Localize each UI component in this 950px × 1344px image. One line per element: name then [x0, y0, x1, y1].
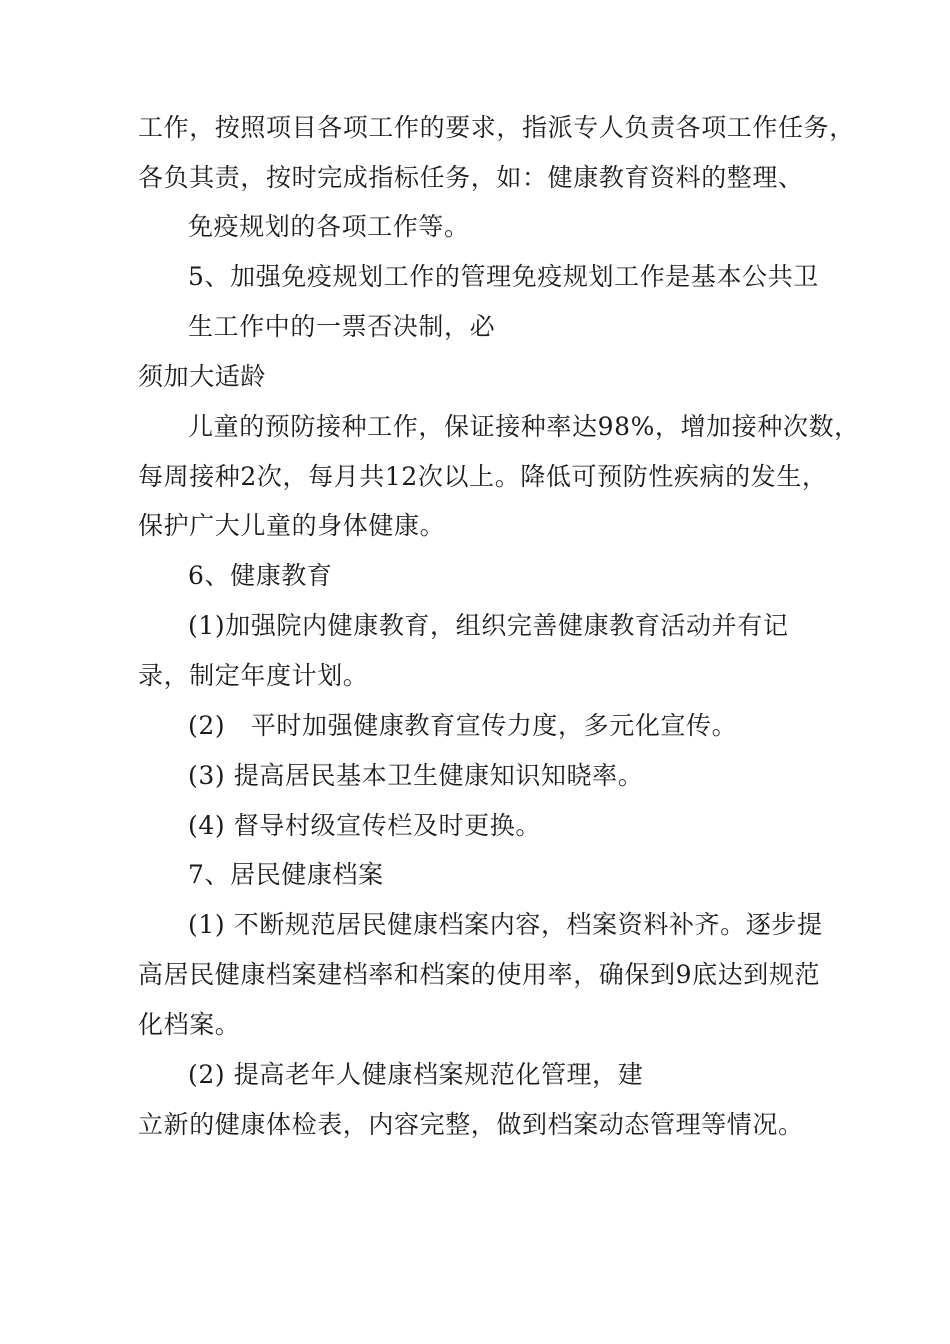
text-line: 各负其责，按时完成指标任务，如：健康教育资料的整理、 — [138, 163, 804, 192]
text-line: 每周接种2次，每月共12次以上。降低可预防性疾病的发生， — [138, 462, 828, 491]
section-heading: 7、居民健康档案 — [188, 860, 384, 889]
text-line: 须加大适龄 — [138, 362, 267, 391]
text-line: (2) 提高老年人健康档案规范化管理，建 — [188, 1060, 644, 1089]
text-line: 工作，按照项目各项工作的要求，指派专人负责各项工作任务， — [138, 113, 855, 142]
text-line: (1) 不断规范居民健康档案内容，档案资料补齐。逐步提 — [188, 910, 823, 939]
text-line: 化档案。 — [138, 1010, 241, 1039]
text-line: 录，制定年度计划。 — [138, 661, 369, 690]
text-line: 生工作中的一票否决制，必 — [188, 312, 496, 341]
text-line: (3) 提高居民基本卫生健康知识知晓率。 — [188, 761, 644, 790]
text-line: 免疫规划的各项工作等。 — [188, 212, 470, 241]
section-heading: 6、健康教育 — [188, 561, 333, 590]
text-line: (2) 平时加强健康教育宣传力度，多元化宣传。 — [188, 711, 738, 740]
text-line: 高居民健康档案建档率和档案的使用率，确保到9底达到规范 — [138, 960, 821, 989]
text-line: (4) 督导村级宣传栏及时更换。 — [188, 811, 541, 840]
text-line: 儿童的预防接种工作，保证接种率达98%，增加接种次数， — [188, 412, 860, 441]
text-line: 保护广大儿童的身体健康。 — [138, 511, 446, 540]
text-line: (1)加强院内健康教育，组织完善健康教育活动并有记 — [188, 611, 789, 640]
text-line: 5、加强免疫规划工作的管理免疫规划工作是基本公共卫 — [188, 262, 819, 291]
text-line: 立新的健康体检表，内容完整，做到档案动态管理等情况。 — [138, 1110, 804, 1139]
